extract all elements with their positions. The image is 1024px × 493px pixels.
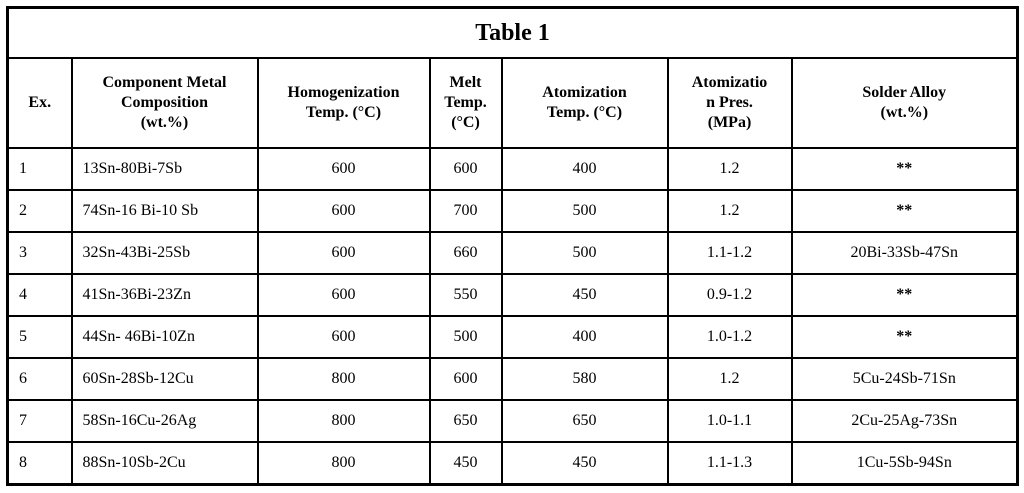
cell-atomization-temp: 650 [502,400,668,442]
table-title: Table 1 [8,8,1018,59]
cell-component-composition: 44Sn- 46Bi-10Zn [72,316,258,358]
cell-atomization-pressure: 1.2 [668,190,792,232]
composition-table [6,6,1019,486]
cell-component-composition: 41Sn-36Bi-23Zn [72,274,258,316]
cell-solder-alloy: 2Cu-25Ag-73Sn [792,400,1018,442]
cell-homogenization-temp: 600 [258,232,430,274]
cell-atomization-temp: 500 [502,190,668,232]
cell-melt-temp: 650 [430,400,502,442]
header-atomization-temp: Atomization Temp. (°C) [502,58,668,148]
cell-solder-alloy: 1Cu-5Sb-94Sn [792,442,1018,485]
table-row [8,400,1018,442]
cell-ex: 5 [8,316,72,358]
cell-solder-alloy: ** [792,316,1018,358]
table-row [8,232,1018,274]
cell-atomization-pressure: 0.9-1.2 [668,274,792,316]
cell-ex: 7 [8,400,72,442]
cell-homogenization-temp: 600 [258,274,430,316]
cell-atomization-temp: 580 [502,358,668,400]
table-row [8,148,1018,190]
cell-melt-temp: 550 [430,274,502,316]
cell-component-composition: 74Sn-16 Bi-10 Sb [72,190,258,232]
cell-ex: 4 [8,274,72,316]
header-component-composition: Component Metal Composition (wt.%) [72,58,258,148]
cell-atomization-temp: 500 [502,232,668,274]
table-row [8,274,1018,316]
cell-solder-alloy: ** [792,148,1018,190]
header-melt-temp: Melt Temp. (°C) [430,58,502,148]
header-homogenization-temp: Homogenization Temp. (°C) [258,58,430,148]
header-row [8,58,1018,148]
cell-melt-temp: 600 [430,148,502,190]
cell-component-composition: 58Sn-16Cu-26Ag [72,400,258,442]
cell-homogenization-temp: 600 [258,148,430,190]
cell-melt-temp: 700 [430,190,502,232]
cell-solder-alloy: 5Cu-24Sb-71Sn [792,358,1018,400]
cell-homogenization-temp: 800 [258,400,430,442]
cell-atomization-temp: 400 [502,316,668,358]
cell-component-composition: 88Sn-10Sb-2Cu [72,442,258,485]
cell-melt-temp: 660 [430,232,502,274]
cell-ex: 3 [8,232,72,274]
cell-atomization-temp: 450 [502,442,668,485]
cell-homogenization-temp: 600 [258,190,430,232]
cell-atomization-pressure: 1.0-1.2 [668,316,792,358]
table-row [8,442,1018,485]
cell-ex: 2 [8,190,72,232]
header-atomization-pressure: Atomizatio n Pres. (MPa) [668,58,792,148]
cell-ex: 8 [8,442,72,485]
cell-solder-alloy: ** [792,190,1018,232]
cell-melt-temp: 450 [430,442,502,485]
cell-melt-temp: 600 [430,358,502,400]
data-table-container [6,6,1016,486]
cell-melt-temp: 500 [430,316,502,358]
cell-component-composition: 13Sn-80Bi-7Sb [72,148,258,190]
table-body [8,148,1018,485]
cell-atomization-pressure: 1.2 [668,358,792,400]
header-solder-alloy: Solder Alloy (wt.%) [792,58,1018,148]
table-row [8,316,1018,358]
cell-atomization-temp: 450 [502,274,668,316]
cell-atomization-temp: 400 [502,148,668,190]
cell-component-composition: 32Sn-43Bi-25Sb [72,232,258,274]
cell-atomization-pressure: 1.1-1.2 [668,232,792,274]
cell-solder-alloy: 20Bi-33Sb-47Sn [792,232,1018,274]
table-row [8,190,1018,232]
cell-ex: 6 [8,358,72,400]
cell-atomization-pressure: 1.1-1.3 [668,442,792,485]
table-row [8,358,1018,400]
cell-atomization-pressure: 1.0-1.1 [668,400,792,442]
cell-homogenization-temp: 800 [258,442,430,485]
cell-atomization-pressure: 1.2 [668,148,792,190]
cell-component-composition: 60Sn-28Sb-12Cu [72,358,258,400]
cell-homogenization-temp: 800 [258,358,430,400]
cell-solder-alloy: ** [792,274,1018,316]
cell-homogenization-temp: 600 [258,316,430,358]
cell-ex: 1 [8,148,72,190]
header-ex: Ex. [8,58,72,148]
